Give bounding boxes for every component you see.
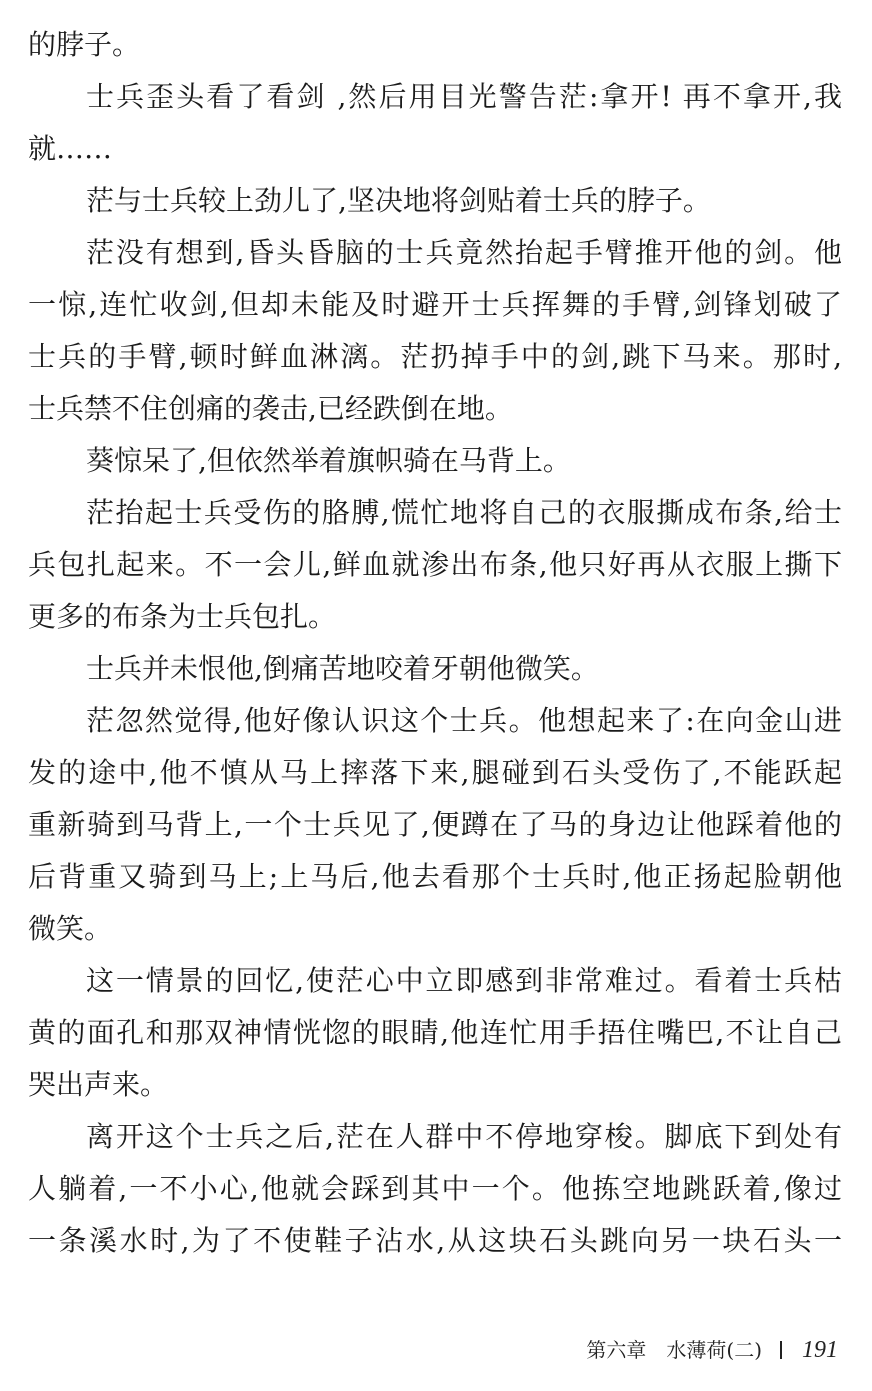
- text-line: 兵包扎起来。不一会儿,鲜血就渗出布条,他只好再从衣服上撕下: [28, 548, 842, 581]
- chapter-title: 水薄荷(二): [666, 1338, 762, 1362]
- text-line: 葵惊呆了,但依然举着旗帜骑在马背上。: [86, 444, 571, 477]
- text-line: 茫忽然觉得,他好像认识这个士兵。他想起来了:在向金山进: [86, 704, 842, 737]
- text-line: 一惊,连忙收剑,但却未能及时避开士兵挥舞的手臂,剑锋划破了: [28, 288, 842, 321]
- text-line: 人躺着,一不小心,他就会踩到其中一个。他拣空地跳跃着,像过: [28, 1172, 842, 1205]
- text-line: 发的途中,他不慎从马上摔落下来,腿碰到石头受伤了,不能跃起: [28, 756, 842, 789]
- text-line: 后背重又骑到马上;上马后,他去看那个士兵时,他正扬起脸朝他: [28, 860, 842, 893]
- text-line: 茫没有想到,昏头昏脑的士兵竟然抬起手臂推开他的剑。他: [86, 236, 842, 269]
- text-line: 士兵禁不住创痛的袭击,已经跌倒在地。: [28, 392, 513, 425]
- page-footer: [586, 1336, 838, 1364]
- text-line: 士兵歪头看了看剑 ,然后用目光警告茫:拿开! 再不拿开,我: [86, 80, 842, 113]
- text-line: 黄的面孔和那双神情恍惚的眼睛,他连忙用手捂住嘴巴,不让自己: [28, 1016, 842, 1049]
- text-line: 哭出声来。: [28, 1068, 169, 1101]
- text-line: 一条溪水时,为了不使鞋子沾水,从这块石头跳向另一块石头一: [28, 1224, 842, 1257]
- text-line: 重新骑到马背上,一个士兵见了,便蹲在了马的身边让他踩着他的: [28, 808, 842, 841]
- text-line: 这一情景的回忆,使茫心中立即感到非常难过。看着士兵枯: [86, 964, 842, 997]
- page-number: 191: [802, 1337, 838, 1363]
- text-line: 离开这个士兵之后,茫在人群中不停地穿梭。脚底下到处有: [86, 1120, 842, 1153]
- footer-divider: [780, 1341, 782, 1359]
- text-line: 士兵并未恨他,倒痛苦地咬着牙朝他微笑。: [86, 652, 599, 685]
- text-line: 微笑。: [28, 912, 113, 945]
- text-line: 茫与士兵较上劲儿了,坚决地将剑贴着士兵的脖子。: [86, 184, 711, 217]
- text-line: 的脖子。: [28, 28, 141, 61]
- text-line: 就……: [28, 132, 113, 165]
- text-line: 更多的布条为士兵包扎。: [28, 600, 337, 633]
- text-line: 士兵的手臂,顿时鲜血淋漓。茫扔掉手中的剑,跳下马来。那时,: [28, 340, 842, 373]
- chapter-label: 第六章: [586, 1338, 647, 1362]
- text-line: 茫抬起士兵受伤的胳膊,慌忙地将自己的衣服撕成布条,给士: [86, 496, 842, 529]
